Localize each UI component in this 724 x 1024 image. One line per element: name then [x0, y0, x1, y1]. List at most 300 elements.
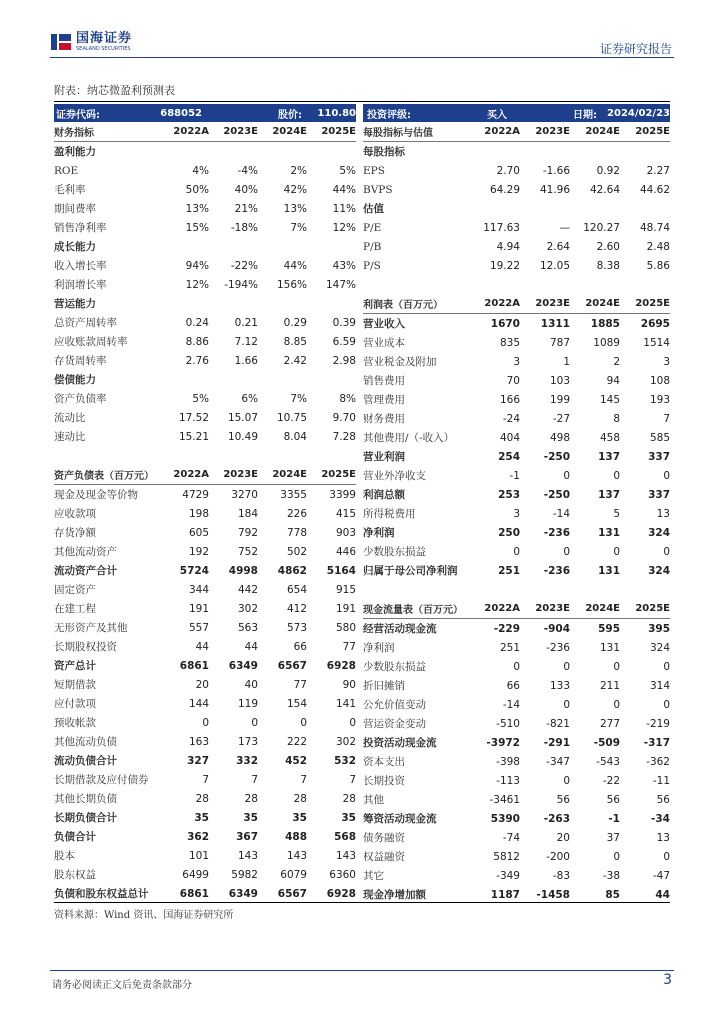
row-value: 7.28 — [332, 430, 356, 443]
row-value: 314 — [649, 679, 670, 692]
row-value: 2025E — [321, 126, 356, 137]
row-value: 15.07 — [227, 411, 258, 424]
row-value: -362 — [646, 755, 670, 768]
row-value: 56 — [556, 793, 570, 806]
total-row — [363, 619, 670, 638]
row-value: 44.62 — [639, 183, 670, 196]
row-value: 2024E — [272, 469, 307, 480]
row-value: 4729 — [182, 488, 209, 501]
row-value: 13 — [656, 831, 670, 844]
row-label: 流动比 — [54, 412, 86, 424]
row-value: -236 — [543, 526, 570, 539]
row-label: 应付款项 — [54, 698, 96, 710]
total-row — [363, 733, 670, 752]
total-row — [363, 809, 670, 828]
row-value: 6349 — [228, 887, 258, 900]
row-value: 163 — [188, 735, 209, 748]
row-value: 131 — [599, 641, 620, 654]
row-value: 3270 — [231, 488, 258, 501]
row-value: 6079 — [280, 868, 307, 881]
row-value: 192 — [188, 545, 209, 558]
row-value: 0 — [563, 545, 570, 558]
row-value: -236 — [546, 641, 570, 654]
row-value: 222 — [286, 735, 307, 748]
left-column — [54, 104, 356, 903]
row-label: 长期负债合计 — [54, 812, 117, 824]
table-row — [363, 333, 670, 352]
row-value: 0 — [613, 660, 620, 673]
row-value: 6349 — [228, 659, 258, 672]
spacer-row — [54, 446, 356, 465]
row-label: 收入增长率 — [54, 260, 107, 272]
row-label: 少数股东损益 — [363, 661, 426, 673]
section-title-row — [54, 142, 356, 161]
row-value: 2024E — [272, 126, 307, 137]
row-label: 权益融资 — [363, 851, 405, 863]
row-value: 1187 — [490, 888, 520, 901]
row-value: 10.49 — [227, 430, 258, 443]
row-label: P/B — [363, 240, 382, 253]
table-row — [363, 428, 670, 447]
table-row — [54, 618, 356, 637]
row-value: — — [559, 221, 570, 234]
spacer-row — [363, 580, 670, 599]
row-value: 2025E — [635, 298, 670, 309]
row-value: 143 — [237, 849, 258, 862]
row-label: 营业外净收支 — [363, 470, 426, 482]
row-value: 6567 — [277, 659, 307, 672]
row-value: 108 — [649, 374, 670, 387]
row-value: 44 — [244, 640, 258, 653]
row-value: 226 — [286, 507, 307, 520]
row-value: 302 — [237, 602, 258, 615]
row-label: 每股指标 — [363, 146, 405, 158]
row-value: 137 — [598, 488, 620, 501]
row-value: 8.85 — [283, 335, 307, 348]
row-value: 44% — [283, 259, 307, 272]
row-value: 488 — [285, 830, 307, 843]
table-row — [363, 409, 670, 428]
row-value: 42.64 — [589, 183, 620, 196]
row-label: 净利润 — [363, 527, 395, 539]
table-row — [54, 161, 356, 180]
row-label: 股本 — [54, 850, 75, 862]
total-row — [363, 523, 670, 542]
row-value: 502 — [286, 545, 307, 558]
row-value: 3 — [663, 355, 670, 368]
table-row — [363, 371, 670, 390]
row-value: -200 — [546, 850, 570, 863]
total-row — [54, 751, 356, 770]
section-header-row — [363, 599, 670, 619]
row-value: 0 — [613, 469, 620, 482]
row-value: 13 — [656, 507, 670, 520]
row-value: 6861 — [179, 887, 209, 900]
row-value: 8.04 — [283, 430, 307, 443]
row-value: 0 — [663, 545, 670, 558]
row-label: 资产负债率 — [54, 393, 107, 405]
row-value: 119 — [237, 697, 258, 710]
table-row — [363, 237, 670, 256]
row-label: 营业利润 — [363, 451, 405, 463]
row-value: 28 — [195, 792, 209, 805]
row-value: 133 — [549, 679, 570, 692]
row-value: 0 — [663, 660, 670, 673]
row-value: 2.48 — [646, 240, 670, 253]
spacer-row — [363, 275, 670, 294]
row-value: 56 — [606, 793, 620, 806]
row-value: 184 — [237, 507, 258, 520]
row-label: 债务融资 — [363, 832, 405, 844]
row-value: 156% — [276, 278, 307, 291]
row-label: 应收款项 — [54, 508, 96, 520]
row-value: 6499 — [182, 868, 209, 881]
row-value: 2022A — [173, 469, 209, 480]
date-label: 日期: — [573, 109, 597, 121]
row-value: 40% — [234, 183, 258, 196]
row-value: 778 — [286, 526, 307, 539]
topbar-right — [363, 104, 670, 122]
row-value: 1670 — [490, 317, 520, 330]
row-value: 5.86 — [646, 259, 670, 272]
row-value: 442 — [237, 583, 258, 596]
row-value: -24 — [502, 412, 520, 425]
total-row — [54, 561, 356, 580]
row-value: 7.12 — [234, 335, 258, 348]
row-label: 盈利能力 — [54, 146, 96, 158]
row-value: 573 — [286, 621, 307, 634]
price-label: 股价: — [278, 109, 302, 121]
table-row — [363, 466, 670, 485]
right-column — [363, 104, 670, 904]
row-value: 131 — [598, 564, 620, 577]
row-value: 7 — [300, 773, 307, 786]
row-label: 其他长期负债 — [54, 793, 117, 805]
row-value: 12% — [332, 221, 356, 234]
row-value: 4998 — [228, 564, 258, 577]
row-value: -113 — [496, 774, 520, 787]
row-value: 211 — [599, 679, 620, 692]
stock-code: 688052 — [160, 107, 202, 119]
section-title-row — [363, 142, 670, 161]
table-row — [54, 599, 356, 618]
row-label: 成长能力 — [54, 241, 96, 253]
row-value: 4% — [192, 164, 209, 177]
row-value: 5982 — [231, 868, 258, 881]
row-value: 44 — [195, 640, 209, 653]
row-value: 5% — [339, 164, 356, 177]
table-row — [363, 256, 670, 275]
company-logo — [50, 32, 132, 52]
row-value: 362 — [187, 830, 209, 843]
row-value: 103 — [549, 374, 570, 387]
section-title-row — [54, 370, 356, 389]
row-value: -509 — [593, 736, 620, 749]
table-row — [54, 732, 356, 751]
row-value: 191 — [335, 602, 356, 615]
row-value: -510 — [496, 717, 520, 730]
row-value: -904 — [543, 622, 570, 635]
row-value: 0 — [202, 716, 209, 729]
table-row — [54, 523, 356, 542]
row-label: 财务费用 — [363, 413, 405, 425]
row-label: 所得税费用 — [363, 508, 416, 520]
row-value: 7 — [349, 773, 356, 786]
table-row — [54, 485, 356, 504]
row-value: 0 — [613, 850, 620, 863]
row-value: 412 — [286, 602, 307, 615]
row-value: -83 — [552, 869, 570, 882]
row-value: 40 — [244, 678, 258, 691]
table-row — [54, 199, 356, 218]
row-value: 101 — [188, 849, 209, 862]
row-value: 302 — [335, 735, 356, 748]
row-value: 2023E — [535, 603, 570, 614]
row-value: 6% — [241, 392, 258, 405]
table-row — [363, 847, 670, 866]
row-value: 915 — [335, 583, 356, 596]
row-value: 13% — [185, 202, 209, 215]
row-label: 其他流动资产 — [54, 546, 117, 558]
table-row — [54, 313, 356, 332]
row-value: 2.27 — [646, 164, 670, 177]
row-value: -317 — [643, 736, 670, 749]
row-label: 每股指标与估值 — [363, 128, 433, 139]
row-label: 固定资产 — [54, 584, 96, 596]
row-value: 15.21 — [178, 430, 209, 443]
code-label: 证券代码: — [56, 109, 100, 121]
row-label: 少数股东损益 — [363, 546, 426, 558]
row-value: -250 — [543, 488, 570, 501]
row-label: ROE — [54, 164, 79, 177]
row-label: 利润增长率 — [54, 279, 107, 291]
table-row — [54, 865, 356, 884]
row-value: 0 — [663, 698, 670, 711]
row-value: 70 — [506, 374, 520, 387]
row-value: 452 — [285, 754, 307, 767]
row-value: 35 — [194, 811, 209, 824]
row-value: 395 — [648, 622, 670, 635]
table-row — [54, 180, 356, 199]
row-label: 存货净额 — [54, 527, 96, 539]
row-value: 332 — [236, 754, 258, 767]
row-value: -34 — [651, 812, 670, 825]
row-value: 37 — [606, 831, 620, 844]
row-value: -398 — [496, 755, 520, 768]
row-label: 资产负债表（百万元） — [54, 471, 154, 482]
row-value: -3972 — [486, 736, 520, 749]
row-value: 2.64 — [546, 240, 570, 253]
row-value: 580 — [335, 621, 356, 634]
row-value: 404 — [499, 431, 520, 444]
row-label: 偿债能力 — [54, 374, 96, 386]
row-label: 毛利率 — [54, 184, 86, 196]
row-value: 4862 — [277, 564, 307, 577]
row-value: 42% — [283, 183, 307, 196]
row-value: 0 — [513, 660, 520, 673]
row-value: 44 — [655, 888, 670, 901]
row-value: 585 — [649, 431, 670, 444]
row-value: 77 — [342, 640, 356, 653]
row-value: 8.86 — [185, 335, 209, 348]
row-value: 250 — [498, 526, 520, 539]
row-value: 0 — [300, 716, 307, 729]
row-value: 35 — [292, 811, 307, 824]
table-row — [54, 256, 356, 275]
row-label: 其它 — [363, 870, 384, 882]
row-value: 2.76 — [185, 354, 209, 367]
row-value: 7 — [202, 773, 209, 786]
table-row — [363, 828, 670, 847]
row-value: 0 — [613, 698, 620, 711]
row-value: 154 — [286, 697, 307, 710]
row-value: 191 — [188, 602, 209, 615]
row-value: 6.59 — [332, 335, 356, 348]
row-value: 595 — [598, 622, 620, 635]
row-value: -236 — [543, 564, 570, 577]
table-row — [54, 637, 356, 656]
row-value: 0 — [663, 850, 670, 863]
row-value: 94 — [606, 374, 620, 387]
table-row — [54, 408, 356, 427]
total-row — [54, 884, 356, 903]
row-value: 337 — [648, 450, 670, 463]
row-value: 44% — [332, 183, 356, 196]
row-label: 无形资产及其他 — [54, 622, 128, 634]
row-value: 0.39 — [332, 316, 356, 329]
row-value: 17.52 — [178, 411, 209, 424]
row-value: 337 — [648, 488, 670, 501]
row-value: 2024E — [585, 603, 620, 614]
row-value: 28 — [342, 792, 356, 805]
row-label: 速动比 — [54, 431, 86, 443]
row-value: 2024E — [585, 298, 620, 309]
row-value: 2024E — [585, 126, 620, 137]
row-label: 流动资产合计 — [54, 565, 117, 577]
row-value: 6567 — [277, 887, 307, 900]
row-label: 短期借款 — [54, 679, 96, 691]
row-value: 563 — [237, 621, 258, 634]
source-note: 资料来源：Wind 资讯、国海证券研究所 — [54, 910, 234, 921]
table-row — [54, 332, 356, 351]
row-label: 现金净增加额 — [363, 889, 426, 901]
row-value: 251 — [499, 641, 520, 654]
row-label: 销售费用 — [363, 375, 405, 387]
row-label: 筹资活动现金流 — [363, 813, 437, 825]
row-value: 166 — [499, 393, 520, 406]
table-row — [54, 218, 356, 237]
row-label: 现金及现金等价物 — [54, 489, 138, 501]
row-value: 2.42 — [283, 354, 307, 367]
row-value: 9.70 — [332, 411, 356, 424]
row-value: 143 — [286, 849, 307, 862]
row-label: 利润总额 — [363, 489, 405, 501]
row-value: 20 — [195, 678, 209, 691]
row-value: 13% — [283, 202, 307, 215]
row-value: -250 — [543, 450, 570, 463]
caption-divider — [54, 101, 670, 102]
row-value: -1 — [509, 469, 520, 482]
row-value: 415 — [335, 507, 356, 520]
row-value: 131 — [598, 526, 620, 539]
section-title-row — [54, 237, 356, 256]
row-value: -821 — [546, 717, 570, 730]
row-value: -349 — [496, 869, 520, 882]
row-value: 1.66 — [234, 354, 258, 367]
row-value: 90 — [342, 678, 356, 691]
row-label: 归属于母公司净利润 — [363, 565, 458, 577]
row-label: 营业收入 — [363, 318, 405, 330]
row-value: 752 — [237, 545, 258, 558]
row-value: 2022A — [484, 603, 520, 614]
row-value: 120.27 — [583, 221, 620, 234]
section-header-row — [363, 122, 670, 142]
row-value: 2023E — [223, 469, 258, 480]
row-value: 324 — [648, 526, 670, 539]
row-label: 营运能力 — [54, 298, 96, 310]
row-label: P/E — [363, 221, 382, 234]
row-label: 负债和股东权益总计 — [54, 888, 149, 900]
row-value: 41.96 — [539, 183, 570, 196]
row-value: -22% — [230, 259, 258, 272]
row-value: 5812 — [493, 850, 520, 863]
total-row — [363, 447, 670, 466]
table-row — [363, 180, 670, 199]
row-value: -229 — [493, 622, 520, 635]
row-value: 0 — [613, 545, 620, 558]
row-value: 0 — [663, 469, 670, 482]
table-row — [54, 580, 356, 599]
stock-price: 110.80 — [317, 107, 356, 119]
row-value: 1885 — [590, 317, 620, 330]
row-value: 66 — [293, 640, 307, 653]
row-value: 2.60 — [596, 240, 620, 253]
row-value: 66 — [506, 679, 520, 692]
table-row — [54, 542, 356, 561]
row-label: EPS — [363, 164, 385, 177]
logo-name: 国海证券 — [76, 31, 133, 46]
table-row — [54, 789, 356, 808]
row-value: 1311 — [540, 317, 570, 330]
row-value: 3 — [513, 355, 520, 368]
table-row — [54, 846, 356, 865]
row-label: 总资产周转率 — [54, 317, 117, 329]
row-value: -4% — [237, 164, 258, 177]
footer-divider — [50, 970, 674, 971]
row-value: 2025E — [635, 126, 670, 137]
row-value: 2023E — [223, 126, 258, 137]
row-value: -347 — [546, 755, 570, 768]
row-value: -543 — [596, 755, 620, 768]
row-value: 145 — [599, 393, 620, 406]
row-value: 0 — [251, 716, 258, 729]
row-value: 1089 — [593, 336, 620, 349]
row-value: 2 — [613, 355, 620, 368]
row-value: 137 — [598, 450, 620, 463]
row-value: 199 — [549, 393, 570, 406]
row-value: 64.29 — [489, 183, 520, 196]
row-label: 在建工程 — [54, 603, 96, 615]
table-row — [363, 866, 670, 885]
total-row — [363, 314, 670, 333]
row-label: 负债合计 — [54, 831, 96, 843]
row-value: -1 — [608, 812, 620, 825]
row-label: BVPS — [363, 183, 393, 196]
row-value: 56 — [656, 793, 670, 806]
row-value: 0 — [563, 469, 570, 482]
row-value: 0.21 — [234, 316, 258, 329]
topbar-left — [54, 104, 356, 122]
